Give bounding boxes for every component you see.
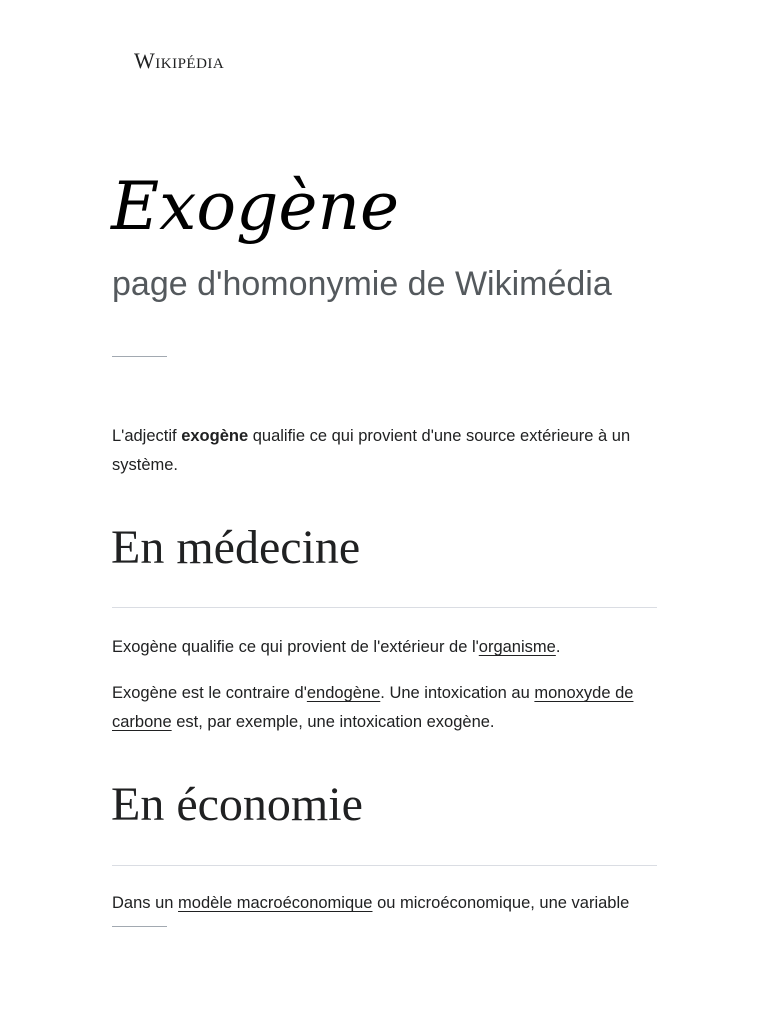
footnote-divider (112, 926, 167, 927)
medecine-p1-text-after: . (555, 638, 561, 656)
medecine-p2-text-1: Exogène est le contraire d' (112, 684, 307, 702)
wikipedia-logo[interactable]: Wikipédia (134, 48, 225, 73)
medecine-p2-text-2: . Une intoxication au (380, 684, 535, 702)
medecine-p2-text-3: est, par exemple, une intoxication exogène. (171, 713, 495, 731)
link-organisme[interactable]: organisme (478, 638, 556, 656)
section-heading-economie[interactable]: En économie (111, 778, 363, 831)
intro-text-after: qualifie ce qui provient d'une source extérieure à un système. (112, 427, 631, 474)
page-title: Exogène (111, 168, 400, 245)
medecine-paragraph-1 (112, 633, 660, 662)
title-divider (112, 356, 167, 357)
medecine-p1-text-before: Exogène qualifie ce qui provient de l'extérieur de l' (112, 638, 479, 656)
intro-bold-term: exogène (181, 427, 249, 445)
link-monoxyde-de-carbone[interactable]: monoxyde de carbone (112, 684, 634, 731)
intro-paragraph (112, 422, 660, 480)
link-modele-macroeconomique[interactable]: modèle macroéconomique (178, 894, 373, 912)
intro-text-before: L'adjectif (112, 427, 182, 445)
section-heading-medecine[interactable]: En médecine (111, 521, 361, 574)
economie-paragraph-1 (112, 889, 660, 918)
link-endogene[interactable]: endogène (306, 684, 381, 702)
section-divider (112, 607, 657, 608)
section-divider (112, 865, 657, 866)
medecine-paragraph-2 (112, 679, 660, 737)
economie-p1-text-after: ou microéconomique, une variable (372, 894, 630, 912)
page-subtitle: page d'homonymie de Wikimédia (112, 265, 612, 303)
economie-p1-text-before: Dans un (112, 894, 179, 912)
